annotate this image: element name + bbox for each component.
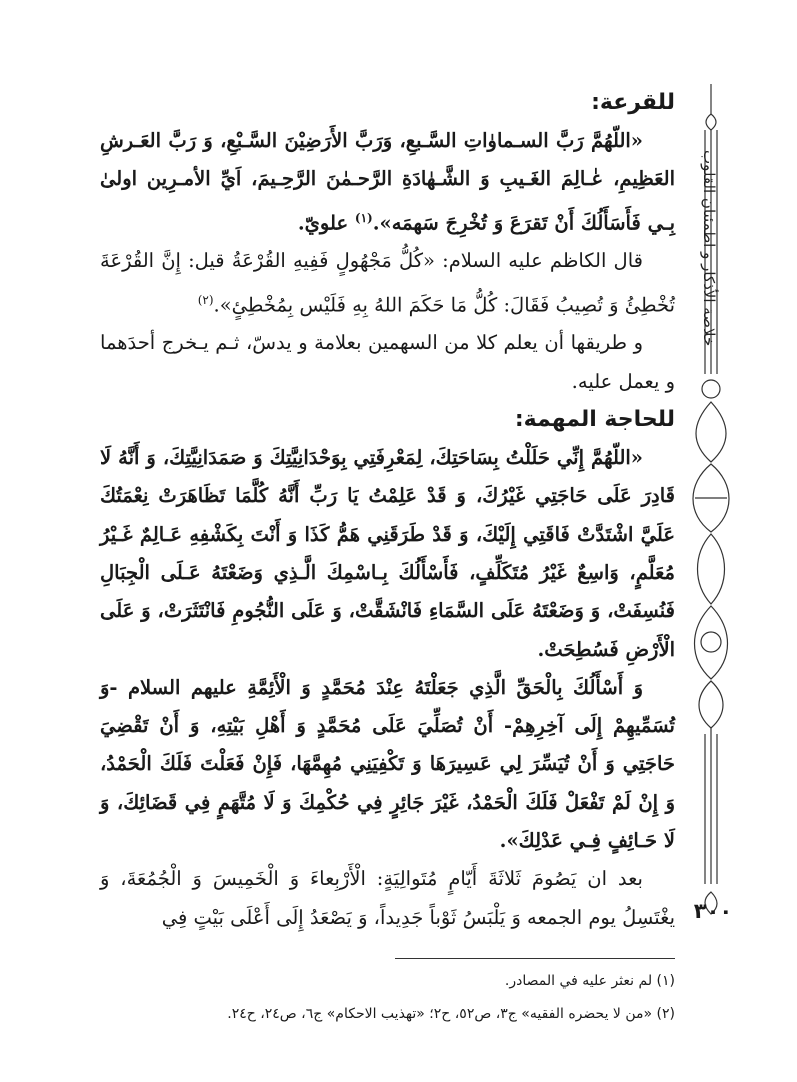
haja-dua-part1: «اللّهُمَّ إِنِّي حَلَلْتُ بِسَاحَتِكَ، لِمَعْرِفَتِي بِوَحْدَانِيَّتِكَ وَ صَمَدَانِيَّتِكَ، وَ أَنَّهُ لَا قَادِرَ عَلَى حَاجَتِي غَيْرُكَ، وَ قَدْ عَلِمْتُ يَا رَبِّ أَنَّهُ كُلَّمَا تَظَاهَرَتْ نِعْمَتُكَ عَلَيَّ اشْتَدَّتْ فَاقَتِي إِلَيْكَ، وَ قَدْ طَرَقَنِي هَمُّ كَذَا وَ أَنْتَ بِكَشْفِهِ عَـالِمٌ غَـيْرُ مُعَلَّمٍ، وَاسِعٌ غَيْرُ مُتَكَلِّفٍ، فَأَسْأَلُكَ بِـاسْمِكَ الَّـذِي وَضَعْتَهُ عَـلَى الْجِبَالِ فَنُسِفَتْ، وَ وَضَعْتَهُ عَلَى السَّمَاءِ فَانْشَقَّتْ، وَ عَلَى النُّجُومِ فَانْتَثَرَتْ، وَ عَلَى الْأَرْضِ فَسُطِحَتْ. (100, 446, 675, 661)
main-text (100, 84, 675, 937)
footnote-divider (395, 958, 675, 959)
kazim-text: قال الكاظم عليه السلام: «كُلُّ مَجْهُولٍ فَفِيهِ القُرْعَةُ قيل: إِنَّ القُرْعَةَ تُخْطِئُ وَ تُصِيبُ فَقَالَ: كُلُّ مَا حَكَمَ اللهُ بِهِ فَلَيْس بِمُخْطِئٍ». (100, 249, 675, 317)
haja-after: بعد ان يَصُومَ ثَلاثَةَ أَيّامٍ مُتَوالِيَةٍ: الْأَرْبِعاءَ وَ الْخَمِيسَ وَ الْجُمُعَةَ، وَ يغْتَسِلُ يوم الجمعه وَ يَلْبَسُ ثَوْباً جَدِيداً، وَ يَصْعَدُ إِلَى أَعْلَى بَيْتٍ فِي (100, 867, 675, 929)
qura-method: و طريقها أن يعلم كلا من السهمين بعلامة و يدسّ، ثـم يـخرج أحدَهما و يعمل عليه. (100, 331, 675, 393)
kazim-narration (100, 242, 675, 324)
haja-dua-part2: وَ أَسْأَلُكَ بِالْحَقِّ الَّذِي جَعَلْتَهُ عِنْدَ مُحَمَّدٍ وَ الْأَئِمَّةِ عليهم السلام -وَ تُسَمِّيهِمْ إِلَى آخِرِهِمْ- أَنْ تُصَلِّيَ عَلَى مُحَمَّدٍ وَ أَهْلِ بَيْتِهِ، وَ أَنْ تَقْضِيَ حَاجَتِي وَ أَنْ تُيَسِّرَ لِي عَسِيرَهَا وَ تَكْفِيَنِي مُهِمَّهَا، فَإِنْ فَعَلْتَ فَلَكَ الْحَمْدُ، وَ إِنْ لَمْ تَفْعَلْ فَلَكَ الْحَمْدُ، غَيْرَ جَائِرٍ فِي حُكْمِكَ وَ لَا مُتَّهَمٍ فِي قَضَائِكَ، وَ لَا حَـائِفٍ فِـي عَدْلِكَ». (100, 675, 675, 853)
page-number: ٣٠٠ (693, 899, 733, 923)
footnote-ref-1: (١) (354, 210, 373, 225)
footnote-ref-2: (٢) (197, 292, 214, 307)
footnote-1: (١) لم نعثر عليه في المصادر. (504, 973, 675, 989)
qura-dua (100, 122, 675, 242)
running-title: خلاصة الأذكار و اطمئنان القلوب (700, 149, 718, 347)
footnote-2: (٢) «من لا يحضره الفقيه» ج٣، ص٥٢، ح٢؛ «تهذيب الاحكام» ج٦، ص٢٤، ح٢٤. (227, 1006, 675, 1022)
section-heading-haja: للحاجة المهمة: (514, 407, 675, 433)
qura-dua-text: «اللّهُمَّ رَبَّ السـماوٰاتِ السَّـبعِ، وَرَبَّ الأَرَضِيْنَ السَّـبْعِ، وَ رَبَّ العَـرشِ العَظِيمِ، عٰـالِمَ الغَـيبِ وَ الشَّـهٰادَةِ الرَّحـمٰنَ الرَّحِـيمَ، اَيِّ الأمـرِين اولىٰ بِـي فَأَسَأَلُكَ أَنْ تَقرَعَ وَ تُخْرِجَ سَهمَه». (100, 129, 675, 235)
section-heading-qura: للقرعة: (591, 90, 675, 115)
qura-source: علويّ. (297, 211, 355, 235)
